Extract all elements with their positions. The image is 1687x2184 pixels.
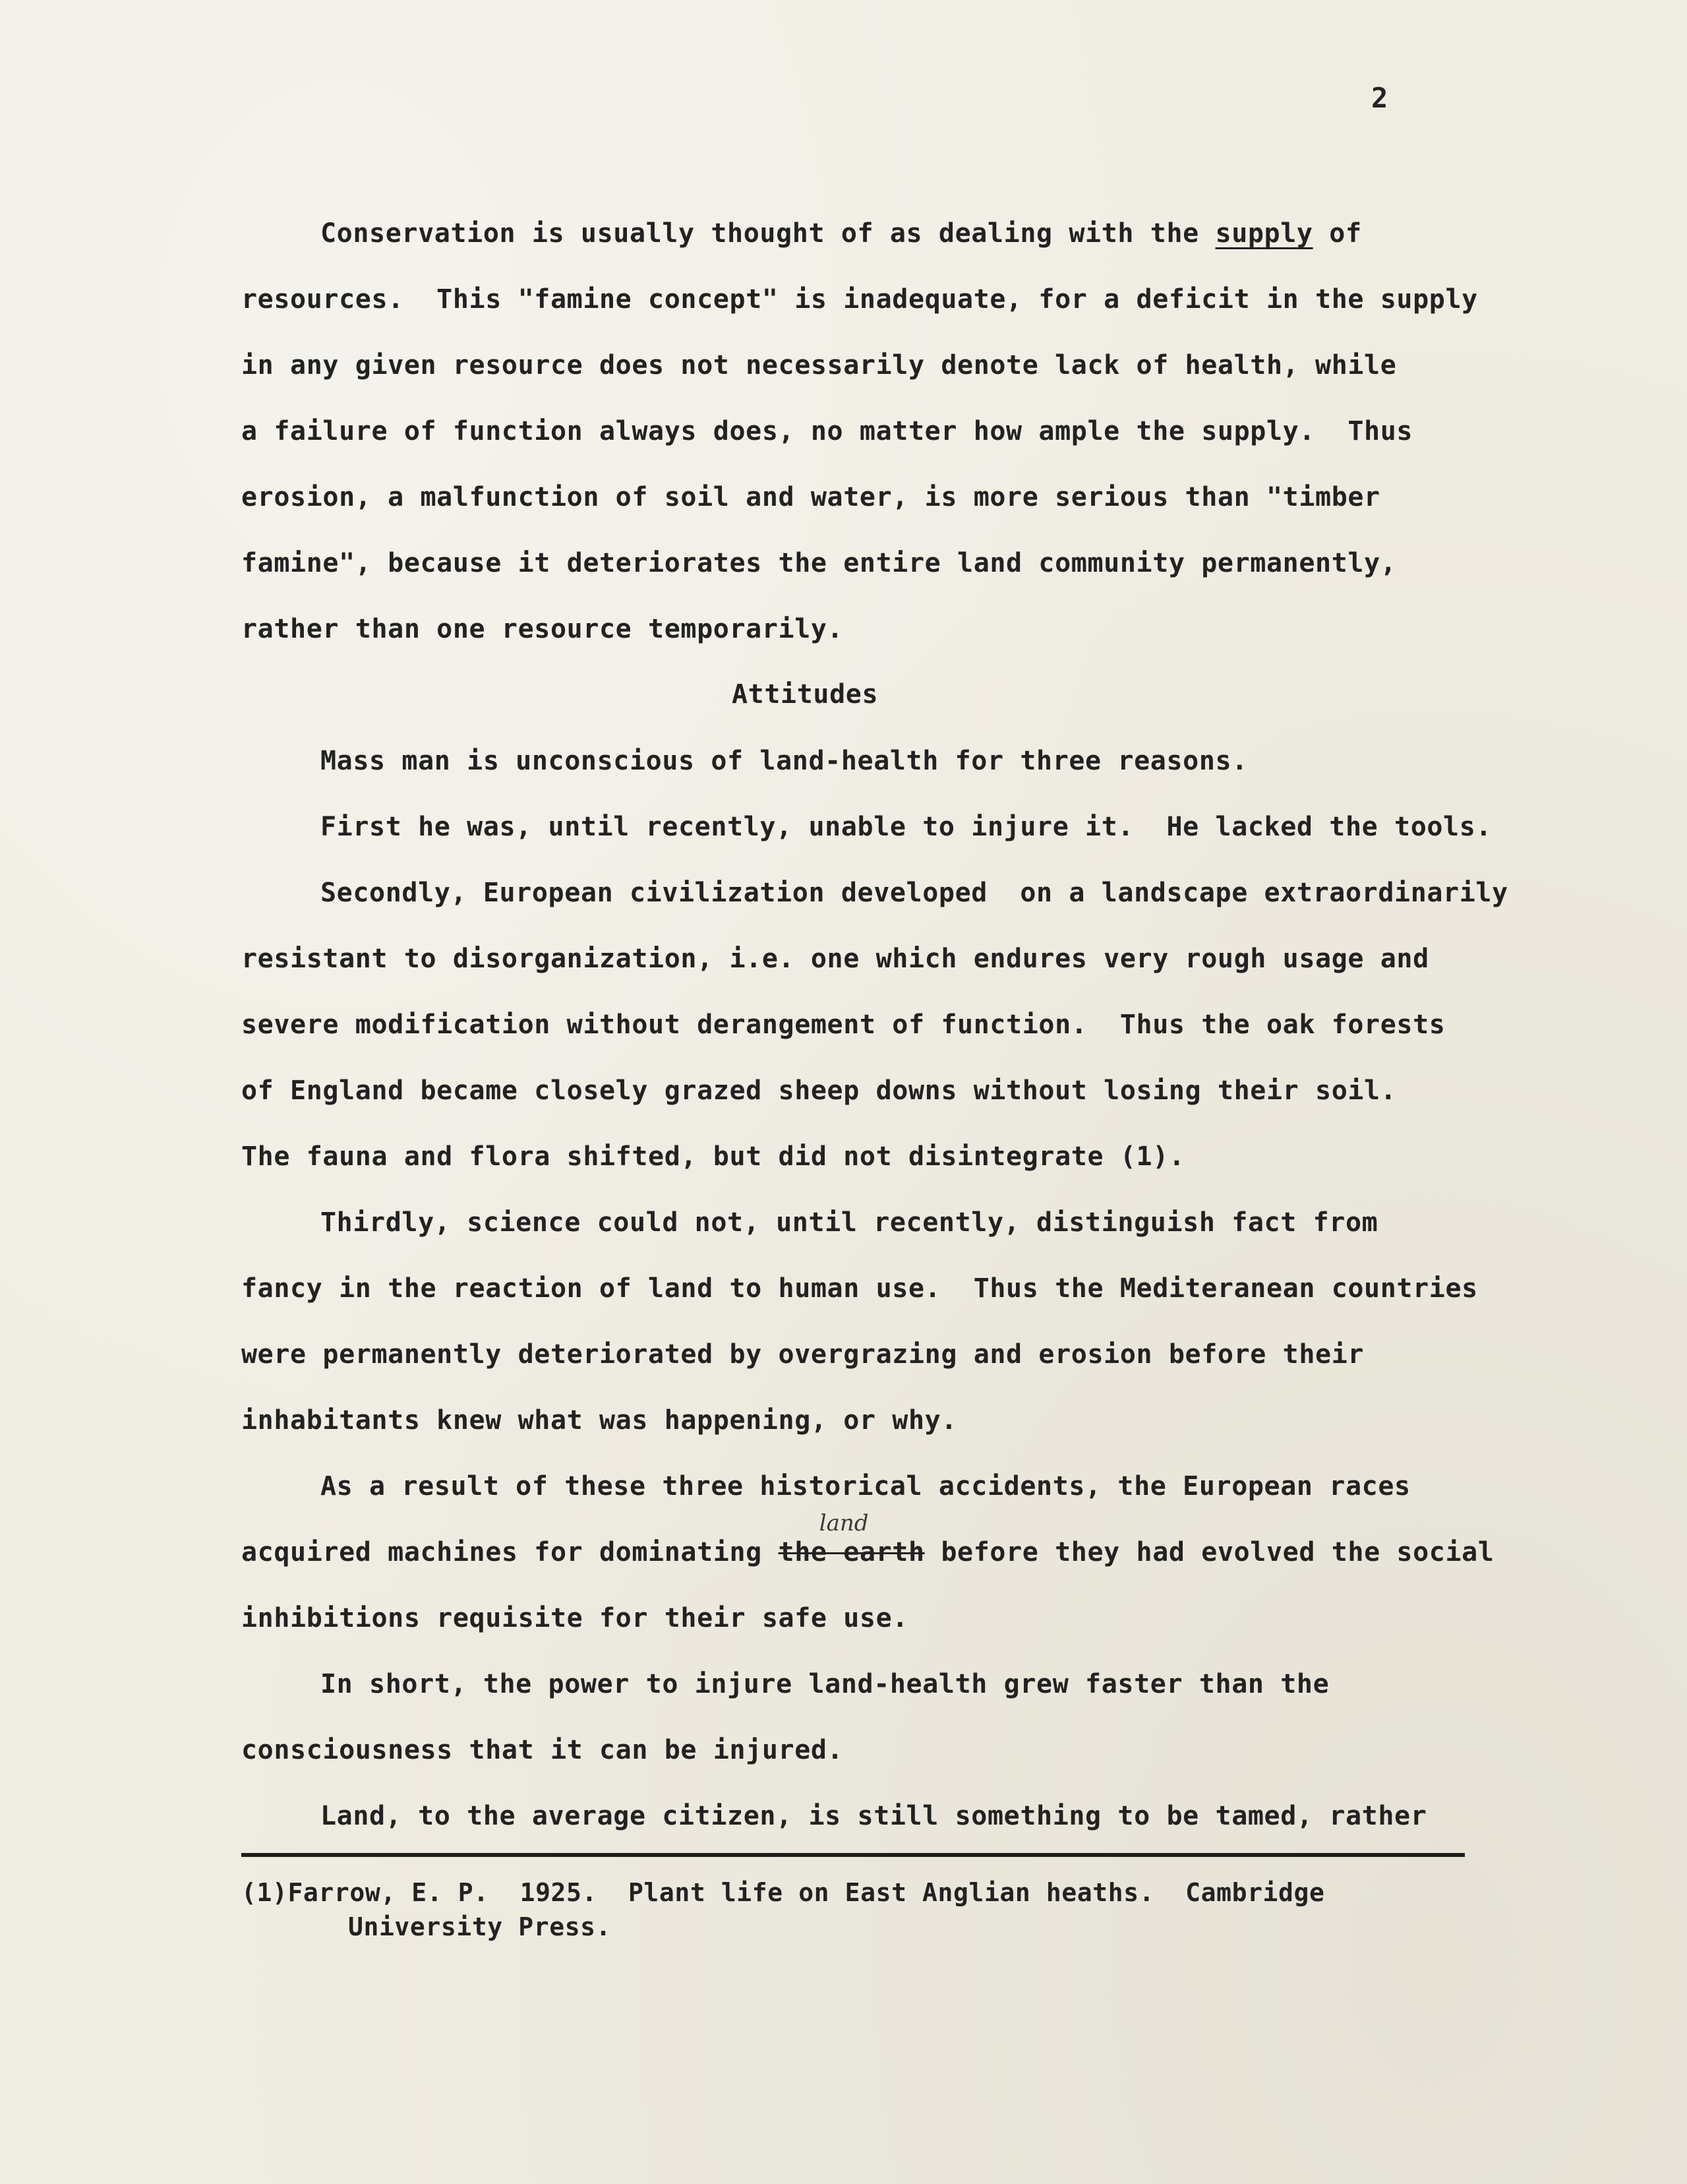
para5-line1: Thirdly, science could not, until recently, distinguish fact from <box>320 1207 1378 1238</box>
para1-line4: a failure of function always does, no matter how ample the supply. Thus <box>241 416 1413 446</box>
para5-line3: were permanently deteriorated by overgrazing and erosion before their <box>241 1339 1365 1370</box>
footnote-marker: (1) <box>241 1878 288 1907</box>
para1-line5: erosion, a malfunction of soil and water, is more serious than "timber <box>241 482 1380 512</box>
para6-line3: inhibitions requisite for their safe use. <box>241 1603 908 1633</box>
para1-line1-post: of <box>1313 218 1362 249</box>
para7-line1: In short, the power to injure land-health grew faster than the <box>320 1669 1330 1699</box>
para6-line2-post: before they had evolved the social <box>924 1537 1495 1567</box>
para1-line2: resources. This "famine concept" is inadequate, for a deficit in the supply <box>241 284 1478 315</box>
footnote-line1 <box>241 1878 1324 1907</box>
handwritten-insertion: land <box>819 1510 869 1536</box>
footnote-divider <box>241 1853 1465 1857</box>
underlined-word-supply: supply <box>1215 218 1313 249</box>
para5-line4: inhabitants knew what was happening, or why. <box>241 1405 958 1436</box>
para3-line1: First he was, until recently, unable to injure it. He lacked the tools. <box>320 812 1493 842</box>
para6-line1: As a result of these three historical accidents, the European races <box>320 1471 1411 1502</box>
para4-line3: severe modification without derangement of function. Thus the oak forests <box>241 1010 1446 1040</box>
para6-line2 <box>241 1510 1495 1568</box>
para4-line4: of England became closely grazed sheep downs without losing their soil. <box>241 1076 1397 1106</box>
edit-correction <box>778 1510 925 1568</box>
para4-line1: Secondly, European civilization developed on a landscape extraordinarily <box>320 878 1508 908</box>
struck-text: the earth <box>778 1537 925 1567</box>
para1-line1-pre: Conservation is usually thought of as dealing with the <box>320 218 1216 249</box>
para1-line1 <box>320 218 1362 249</box>
footnote-line2: University Press. <box>348 1912 612 1941</box>
para5-line2: fancy in the reaction of land to human use. Thus the Mediteranean countries <box>241 1273 1478 1304</box>
para1-line7: rather than one resource temporarily. <box>241 614 844 644</box>
para2-line1: Mass man is unconscious of land-health for three reasons. <box>320 746 1248 776</box>
para1-line3: in any given resource does not necessarily denote lack of health, while <box>241 350 1397 380</box>
footnote-text-line1: Farrow, E. P. 1925. Plant life on East Anglian heaths. Cambridge <box>287 1878 1325 1907</box>
page-number: 2 <box>1371 82 1388 114</box>
para4-line5: The fauna and flora shifted, but did not disintegrate (1). <box>241 1141 1185 1172</box>
section-heading: Attitudes <box>732 679 879 710</box>
para7-line2: consciousness that it can be injured. <box>241 1735 844 1765</box>
para8-line1: Land, to the average citizen, is still something to be tamed, rather <box>320 1801 1427 1831</box>
para1-line6: famine", because it deteriorates the entire land community permanently, <box>241 548 1397 578</box>
para4-line2: resistant to disorganization, i.e. one which endures very rough usage and <box>241 944 1429 974</box>
para6-line2-pre: acquired machines for dominating <box>241 1537 779 1567</box>
